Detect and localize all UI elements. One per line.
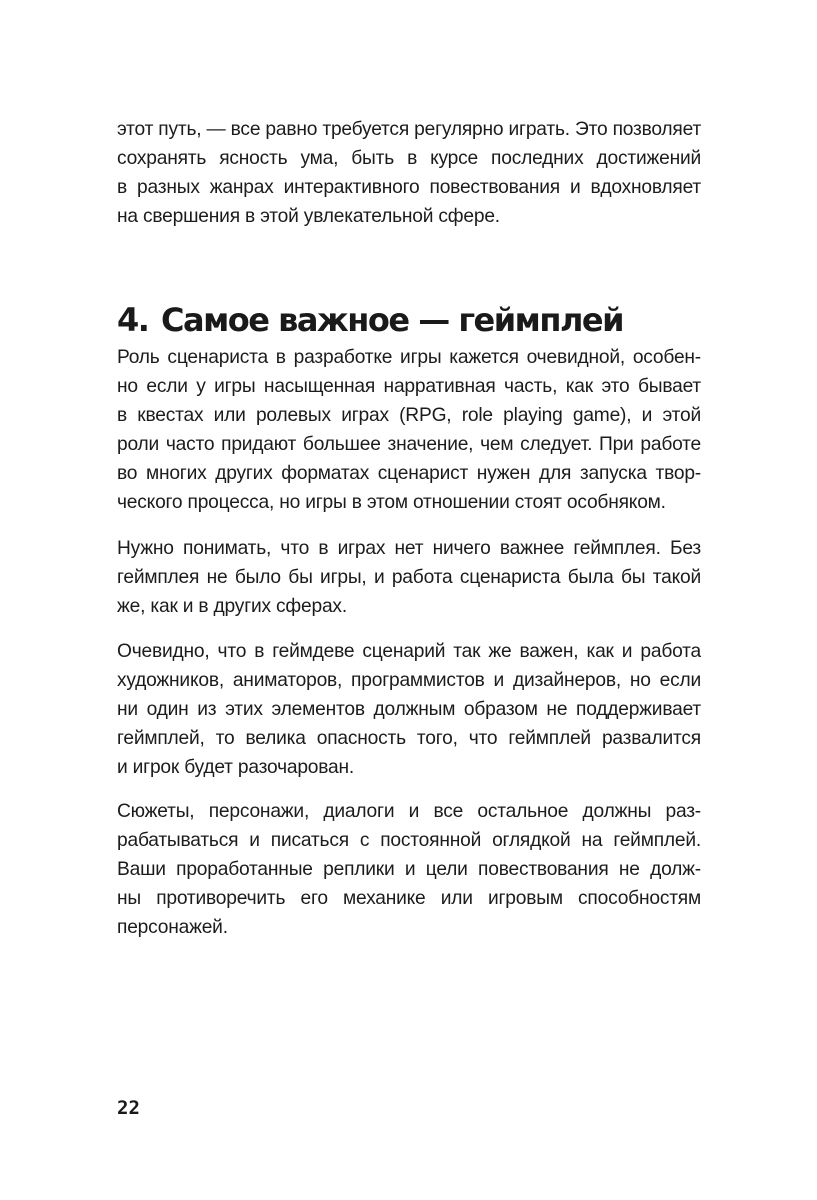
intro-paragraph [117, 115, 701, 231]
paragraph [117, 797, 701, 942]
paragraph-line: персонажей. [117, 917, 228, 938]
paragraph-line: Сюжеты, персонажи, диалоги и все остальное должны раз- [117, 801, 701, 822]
paragraph-line: сохранять ясность ума, быть в курсе последних достижений [117, 148, 701, 169]
paragraph-line: геймплей, то велика опасность того, что геймплей развалится [117, 728, 701, 749]
paragraph-line: Нужно понимать, что в играх нет ничего важнее геймплея. Без [117, 538, 701, 559]
paragraph-line: Роль сценариста в разработке игры кажется очевидной, особен- [117, 347, 701, 368]
paragraph-line: в разных жанрах интерактивного повествования и вдохновляет [117, 177, 701, 198]
paragraph-line: ческого процесса, но игры в этом отношении стоят особняком. [117, 492, 666, 513]
paragraph-line: роли часто придают большее значение, чем следует. При работе [117, 434, 701, 455]
paragraph-line: во многих других форматах сценарист нужен для запуска твор- [117, 463, 701, 484]
section-title: Самое важное — геймплей [161, 301, 623, 339]
paragraph-line: художников, аниматоров, программистов и дизайнеров, но если [117, 670, 701, 691]
paragraph-line: на свершения в этой увлекательной сфере. [117, 206, 500, 227]
paragraph-line: Ваши проработанные реплики и цели повествования не долж- [117, 859, 701, 880]
paragraph-line: рабатываться и писаться с постоянной оглядкой на геймплей. [117, 830, 701, 851]
paragraph-line: Очевидно, что в геймдеве сценарий так же важен, как и работа [117, 641, 701, 662]
paragraph-line: и игрок будет разочарован. [117, 757, 355, 778]
section-heading [117, 290, 701, 350]
paragraph [117, 637, 701, 782]
paragraph-line: но если у игры насыщенная нарративная часть, как это бывает [117, 376, 701, 397]
paragraph-line: этот путь, — все равно требуется регулярно играть. Это позволяет [117, 119, 701, 140]
paragraph [117, 343, 701, 517]
paragraph [117, 534, 701, 621]
paragraph-line: же, как и в других сферах. [117, 596, 347, 617]
paragraph-line: геймплея не было бы игры, и работа сценариста была бы такой [117, 567, 701, 588]
paragraph-line: ны противоречить его механике или игровым способностям [117, 888, 701, 909]
paragraph-line: в квестах или ролевых играх (RPG, role playing game), и этой [117, 405, 701, 426]
page-number: 22 [117, 1097, 140, 1119]
paragraph-line: ни один из этих элементов должным образом не поддерживает [117, 699, 701, 720]
section-number: 4. [117, 301, 149, 339]
